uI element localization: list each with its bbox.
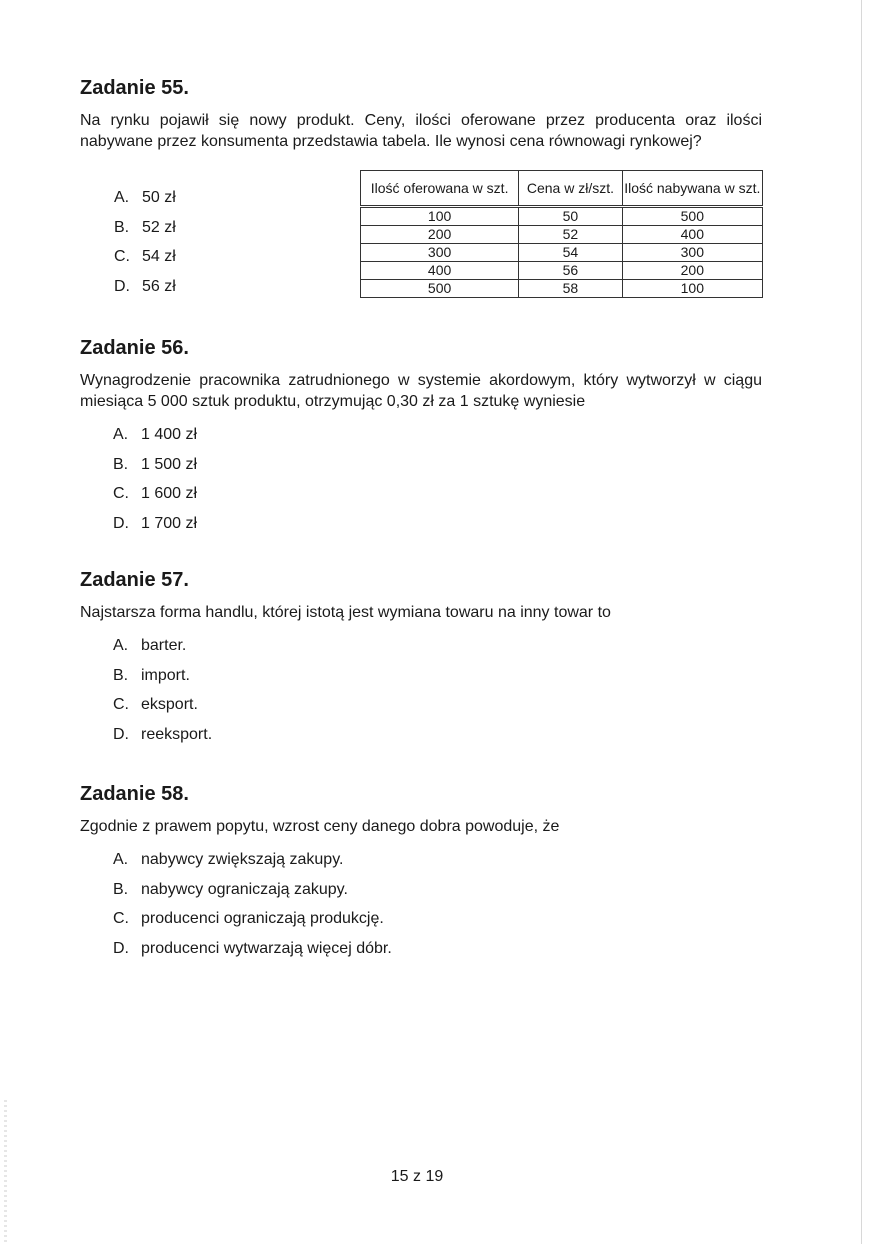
option-letter: D. <box>114 277 130 295</box>
option-text: barter. <box>141 637 187 654</box>
task-question: Najstarsza forma handlu, której istotą jest wymiana towaru na inny towar to <box>80 604 611 621</box>
answer-option-d[interactable] <box>113 934 762 964</box>
option-text: eksport. <box>141 696 198 713</box>
option-text: import. <box>141 666 190 684</box>
table-row <box>361 244 763 262</box>
option-letter: C. <box>113 485 129 502</box>
option-letter: A. <box>113 851 129 868</box>
task-question: Zgodnie z prawem popytu, wzrost ceny danego dobra powoduje, że <box>80 818 560 835</box>
task-56 <box>80 336 762 538</box>
option-letter: C. <box>114 248 130 265</box>
answer-option-c[interactable] <box>114 242 176 272</box>
supply-demand-table <box>360 170 763 298</box>
task-58 <box>80 782 762 963</box>
table-cell: 50 <box>519 207 622 226</box>
scan-edge-right <box>861 0 862 1244</box>
table-cell: 200 <box>361 226 519 244</box>
task-title: Zadanie 57. <box>80 569 189 591</box>
table-cell: 54 <box>519 244 622 262</box>
table-cell: 100 <box>622 280 762 298</box>
option-letter: C. <box>113 696 129 713</box>
answer-options <box>113 631 762 749</box>
option-letter: A. <box>114 189 130 206</box>
option-letter: B. <box>114 218 130 236</box>
option-text: 1 400 zł <box>141 426 198 443</box>
option-text: nabywcy ograniczają zakupy. <box>141 880 348 898</box>
option-letter: A. <box>113 426 129 443</box>
option-text: 1 500 zł <box>141 455 198 473</box>
table-cell: 56 <box>519 262 622 280</box>
option-text: 52 zł <box>142 218 176 236</box>
answer-option-a[interactable] <box>114 183 176 213</box>
table-cell: 200 <box>622 262 762 280</box>
option-text: 54 zł <box>142 248 176 265</box>
answer-option-d[interactable] <box>113 720 762 750</box>
table-cell: 500 <box>361 280 519 298</box>
answer-option-d[interactable] <box>113 509 762 539</box>
answer-options <box>114 183 176 301</box>
table-cell: 300 <box>622 244 762 262</box>
table-cell: 500 <box>622 207 762 226</box>
answer-options <box>113 845 762 963</box>
answer-option-b[interactable] <box>113 661 762 691</box>
task-title: Zadanie 55. <box>80 77 189 99</box>
answer-option-c[interactable] <box>113 479 762 509</box>
task-title: Zadanie 56. <box>80 337 189 359</box>
option-letter: D. <box>113 939 129 957</box>
table-cell: 52 <box>519 226 622 244</box>
option-letter: D. <box>113 725 129 743</box>
table-cell: 100 <box>361 207 519 226</box>
option-text: reeksport. <box>141 725 213 743</box>
option-letter: D. <box>113 514 129 532</box>
table-cell: 400 <box>622 226 762 244</box>
answer-option-a[interactable] <box>113 420 762 450</box>
answer-option-a[interactable] <box>113 631 762 661</box>
answer-option-b[interactable] <box>114 213 176 243</box>
option-text: nabywcy zwiększają zakupy. <box>141 851 344 868</box>
option-text: producenci wytwarzają więcej dóbr. <box>141 939 392 957</box>
table-row <box>361 280 763 298</box>
option-letter: A. <box>113 637 129 654</box>
option-letter: B. <box>113 880 129 898</box>
table-row <box>361 226 763 244</box>
table-row <box>361 262 763 280</box>
answer-options <box>113 420 762 538</box>
table-cell: 58 <box>519 280 622 298</box>
task-question: Na rynku pojawił się nowy produkt. Ceny, ilości oferowane przez producenta oraz ilości nabywane przez konsumenta przedstawia tabela. Ile wynosi cena równowagi rynkowej? <box>80 112 762 150</box>
option-text: producenci ograniczają produkcję. <box>141 910 384 927</box>
column-header-supply: Ilość oferowana w szt. <box>361 171 519 207</box>
answer-option-c[interactable] <box>113 690 762 720</box>
option-letter: C. <box>113 910 129 927</box>
task-57 <box>80 568 762 749</box>
table-row <box>361 207 763 226</box>
option-text: 1 700 zł <box>141 514 198 532</box>
option-text: 56 zł <box>142 277 176 295</box>
option-letter: B. <box>113 455 129 473</box>
answer-option-c[interactable] <box>113 904 762 934</box>
option-text: 50 zł <box>142 189 176 206</box>
table-header-row <box>361 171 763 207</box>
column-header-price: Cena w zł/szt. <box>519 171 622 207</box>
option-text: 1 600 zł <box>141 485 198 502</box>
answer-option-d[interactable] <box>114 272 176 302</box>
task-title: Zadanie 58. <box>80 783 189 805</box>
answer-option-b[interactable] <box>113 450 762 480</box>
option-letter: B. <box>113 666 129 684</box>
column-header-demand: Ilość nabywana w szt. <box>622 171 762 207</box>
answer-option-b[interactable] <box>113 875 762 905</box>
answer-option-a[interactable] <box>113 845 762 875</box>
task-question: Wynagrodzenie pracownika zatrudnionego w systemie akordowym, który wytworzył w ciągu miesiąca 5 000 sztuk produktu, otrzymując 0,30 zł za 1 sztukę wyniesie <box>80 372 762 410</box>
page-number: 15 z 19 <box>390 1168 444 1185</box>
table-cell: 300 <box>361 244 519 262</box>
table-cell: 400 <box>361 262 519 280</box>
